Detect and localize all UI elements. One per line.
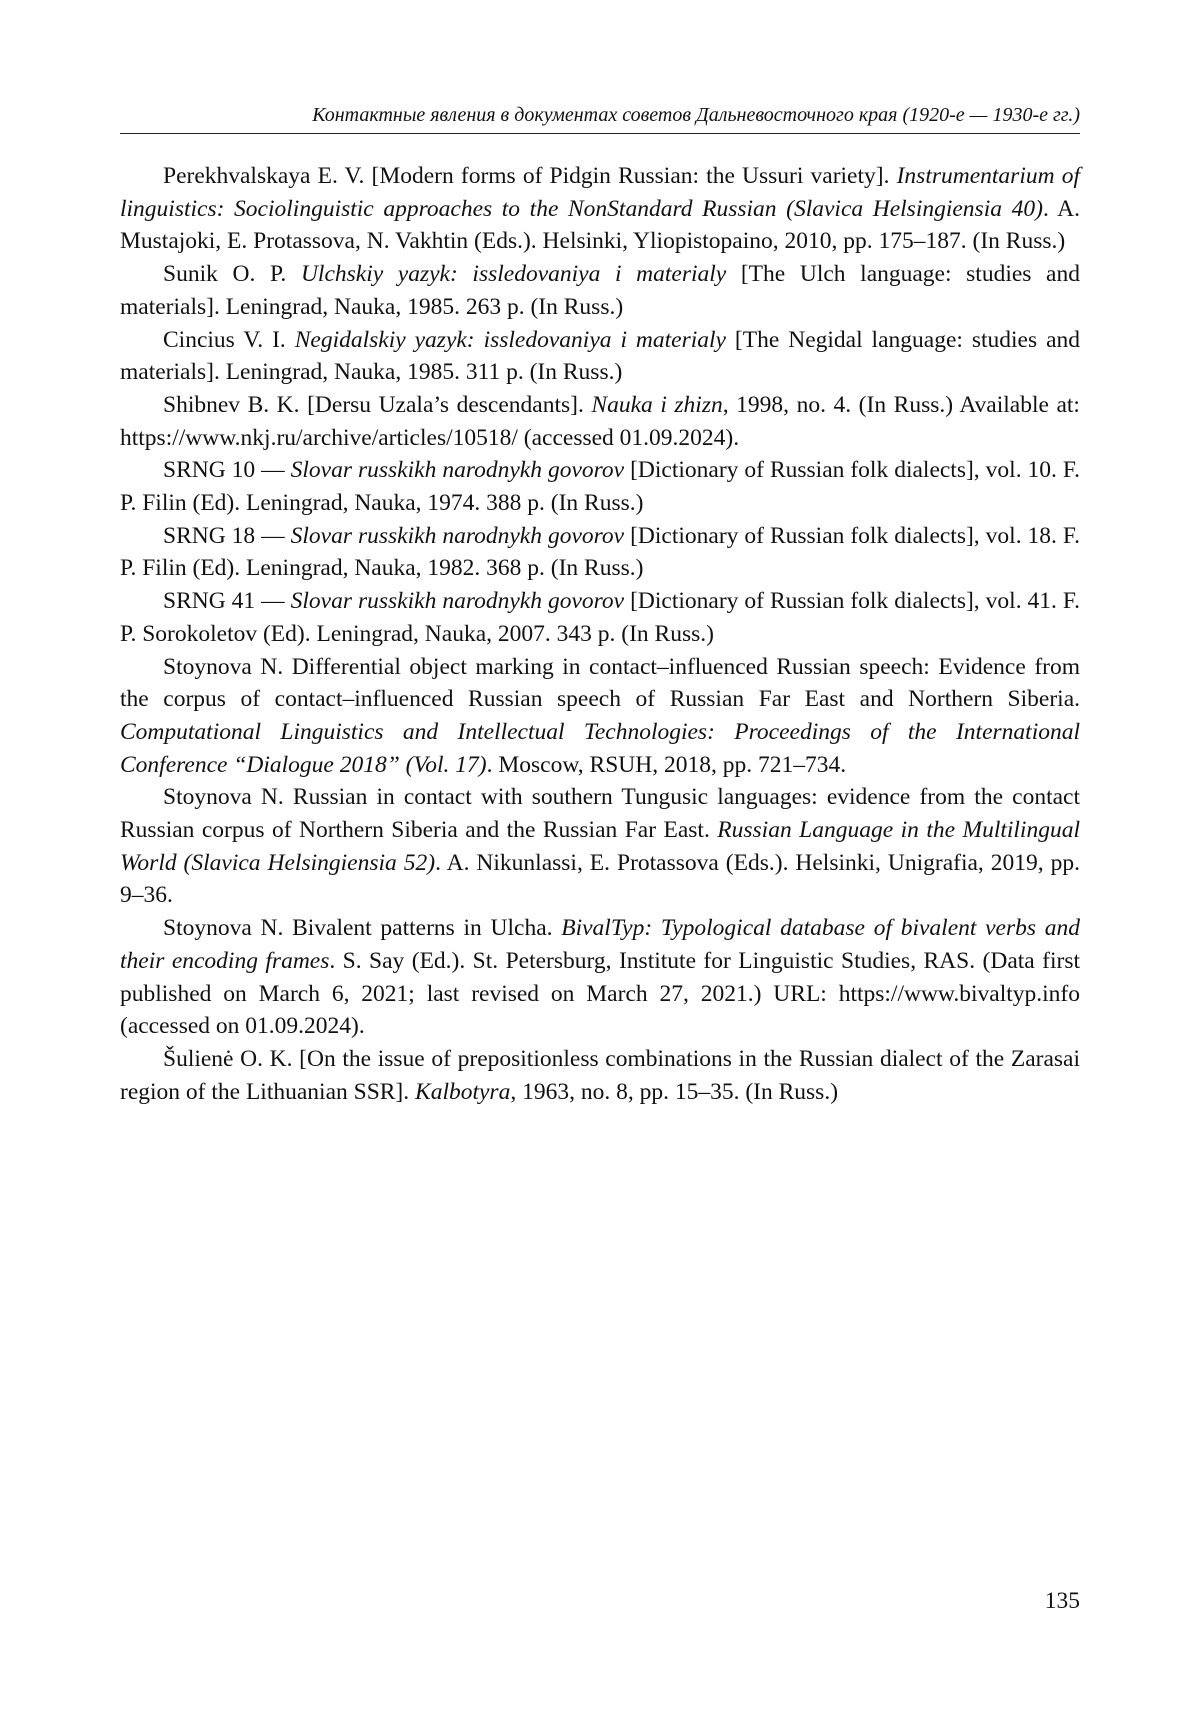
reference-entry: Stoynova N. Bivalent patterns in Ulcha. BivalTyp: Typological database of bivalent verbs and their encoding frames. S. Say (Ed.). St. Petersburg, Institute for Linguistic Studies, RAS. (Data first published on March 6, 2021; last revised on March 27, 2021.) URL: https://www.bivaltyp.info (accessed on 01.09.2024). <box>120 915 1081 1040</box>
reference-entry: Šulienė O. K. [On the issue of prepositionless combinations in the Russian dialect of the Zarasai region of the Lithuanian SSR]. Kalbotyra, 1963, no. 8, pp. 15–35. (In Russ.) <box>120 1045 1080 1105</box>
reference-entry: Stoynova N. Differential object marking in contact–influenced Russian speech: Evidence from the corpus of contact–influenced Russian speech of Russian Far East and Northern Siberia. Computational Linguistics and Intellectual Technologies: Proceedings of the International Conference “Dialogue 2018” (Vol. 17). Moscow, RSUH, 2018, pp. 721–734. <box>120 653 1080 778</box>
reference-entry: SRNG 41 — Slovar russkikh narodnykh govorov [Dictionary of Russian folk dialects], vol. 41. F. P. Sorokoletov (Ed). Leningrad, Nauka, 2007. 343 p. (In Russ.) <box>120 588 1080 647</box>
header-rule <box>120 133 1080 134</box>
running-head: Контактные явления в документах советов Дальневосточного края (1920-е — 1930-е гг.) <box>312 104 1080 126</box>
reference-entry: Stoynova N. Russian in contact with southern Tungusic languages: evidence from the contact Russian corpus of Northern Siberia and the Russian Far East. Russian Language in the Multilingual World (Slavica Helsingiensia 52). A. Nikunlassi, E. Protassova (Eds.). Helsinki, Unigrafia, 2019, pp. 9–36. <box>120 784 1080 909</box>
reference-list <box>120 160 1080 1108</box>
reference-entry: Perekhvalskaya E. V. [Modern forms of Pidgin Russian: the Ussuri variety]. Instrumentarium of linguistics: Sociolinguistic approaches to the NonStandard Russian (Slavica Helsingiensia 40). A. Mustajoki, E. Protassova, N. Vakhtin (Eds.). Helsinki, Yliopistopaino, 2010, pp. 175–187. (In Russ.) <box>120 163 1080 255</box>
reference-entry: Sunik O. P. Ulchskiy yazyk: issledovaniya i materialy [The Ulch language: studies and materials]. Leningrad, Nauka, 1985. 263 p. (In Russ.) <box>120 261 1080 320</box>
reference-entry: SRNG 18 — Slovar russkikh narodnykh govorov [Dictionary of Russian folk dialects], vol. 18. F. P. Filin (Ed). Leningrad, Nauka, 1982. 368 p. (In Russ.) <box>120 522 1080 582</box>
reference-entry: Shibnev B. K. [Dersu Uzala’s descendants]. Nauka i zhizn, 1998, no. 4. (In Russ.) Available at: https://www.nkj.ru/archive/articles/10518/ (accessed 01.09.2024). <box>120 391 1080 451</box>
reference-entry: SRNG 10 — Slovar russkikh narodnykh govorov [Dictionary of Russian folk dialects], vol. 10. F. P. Filin (Ed). Leningrad, Nauka, 1974. 388 p. (In Russ.) <box>120 457 1080 517</box>
page-number: 135 <box>1044 1588 1080 1614</box>
reference-entry: Cincius V. I. Negidalskiy yazyk: issledovaniya i materialy [The Negidal language: studies and materials]. Leningrad, Nauka, 1985. 311 p. (In Russ.) <box>120 326 1081 386</box>
